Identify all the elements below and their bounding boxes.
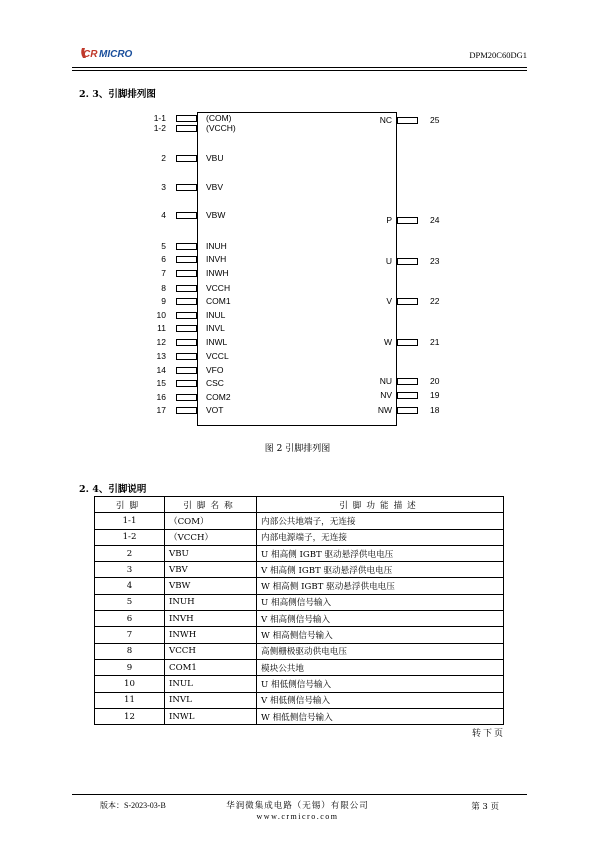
- pin-lead: [176, 353, 197, 360]
- table-row: [95, 594, 504, 610]
- pin-function-cell: 高侧栅极驱动供电电压: [257, 643, 504, 659]
- version-label: 版本：S-2023-03-B: [100, 801, 166, 810]
- pin-function-cell: 模块公共地: [257, 659, 504, 675]
- pin-number: 21: [430, 337, 440, 347]
- pin-number: 22: [430, 296, 440, 306]
- pin-name: VBV: [206, 182, 224, 192]
- column-header: 引脚名称: [165, 497, 257, 513]
- table-row: [95, 562, 504, 578]
- pin-function-cell: U 相高侧信号输入: [257, 594, 504, 610]
- pin-number-cell: 8: [95, 643, 165, 659]
- table-row: [95, 545, 504, 561]
- pin-number: 6: [161, 254, 166, 264]
- website-link[interactable]: www.crmicro.com: [256, 812, 339, 821]
- pin-function-cell: 内部电源端子，无连接: [257, 529, 504, 545]
- table-row: [95, 676, 504, 692]
- footer-rule: [72, 794, 527, 795]
- pin-number-cell: 1-1: [95, 513, 165, 529]
- section-title-pinout: 2. 3、引脚排列图: [79, 89, 156, 100]
- table-row: [95, 611, 504, 627]
- pin-name-cell: （VCCH）: [165, 529, 257, 545]
- pin-function-cell: 内部公共地端子，无连接: [257, 513, 504, 529]
- pin-name: COM2: [206, 392, 231, 402]
- section-title-pin-description: 2. 4、引脚说明: [79, 484, 147, 495]
- pin-number: 4: [161, 210, 166, 220]
- pin-name: VCCL: [206, 351, 229, 361]
- pin-name: VOT: [206, 405, 224, 415]
- pin-name: NV: [380, 390, 392, 400]
- pin-name: INUL: [206, 310, 226, 320]
- pin-lead: [176, 285, 197, 292]
- pin-lead: [176, 312, 197, 319]
- pin-number: 25: [430, 115, 440, 125]
- pin-number: 24: [430, 215, 440, 225]
- pin-number: 7: [161, 268, 166, 278]
- header-rule-thin: [72, 70, 527, 71]
- pin-lead: [397, 339, 418, 346]
- pin-number-cell: 3: [95, 562, 165, 578]
- table-row: [95, 692, 504, 708]
- pin-number-cell: 12: [95, 708, 165, 724]
- pin-name: (VCCH): [206, 123, 236, 133]
- header-rule: [72, 67, 527, 68]
- pin-number: 1-2: [153, 123, 166, 133]
- pin-name: U: [385, 256, 392, 266]
- pin-name: NW: [377, 405, 392, 415]
- table-row: [95, 659, 504, 675]
- pin-name-cell: VBU: [165, 545, 257, 561]
- table-row: [95, 529, 504, 545]
- pin-name: INWL: [206, 337, 228, 347]
- pin-number: 8: [161, 283, 166, 293]
- pin-lead: [397, 258, 418, 265]
- pin-lead: [176, 407, 197, 414]
- pin-name: (COM): [206, 113, 232, 123]
- figure-caption: 图 2 引脚排列图: [264, 444, 331, 454]
- pin-lead: [397, 392, 418, 399]
- company-name: 华润微集成电路（无锡）有限公司: [226, 801, 369, 811]
- pin-lead: [176, 367, 197, 374]
- pin-name: W: [383, 337, 392, 347]
- pin-number: 15: [156, 378, 166, 388]
- pin-function-cell: V 相高侧信号输入: [257, 611, 504, 627]
- pin-name: NU: [379, 376, 392, 386]
- pin-number: 5: [161, 241, 166, 251]
- pin-name: VBW: [206, 210, 226, 220]
- pin-name-cell: INUH: [165, 594, 257, 610]
- pin-name: VBU: [206, 153, 224, 163]
- pin-name-cell: INWL: [165, 708, 257, 724]
- pin-number-cell: 2: [95, 545, 165, 561]
- pin-number: 23: [430, 256, 440, 266]
- pin-name-cell: INWH: [165, 627, 257, 643]
- pin-number: 1-1: [153, 113, 166, 123]
- pin-number-cell: 5: [95, 594, 165, 610]
- pin-function-cell: U 相高侧 IGBT 驱动悬浮供电电压: [257, 545, 504, 561]
- pin-name: INWH: [206, 268, 229, 278]
- pin-name-cell: VBV: [165, 562, 257, 578]
- pin-number: 16: [156, 392, 166, 402]
- pin-name: VFO: [206, 365, 224, 375]
- pin-number: 11: [157, 323, 166, 333]
- pin-number-cell: 9: [95, 659, 165, 675]
- column-header: 引脚: [95, 497, 165, 513]
- pin-number: 9: [161, 296, 166, 306]
- pin-lead: [176, 325, 197, 332]
- pin-name-cell: VBW: [165, 578, 257, 594]
- pin-number: 13: [156, 351, 166, 361]
- pin-lead: [397, 378, 418, 385]
- pin-name-cell: COM1: [165, 659, 257, 675]
- pin-name-cell: INVH: [165, 611, 257, 627]
- pin-lead: [176, 380, 197, 387]
- table-row: [95, 708, 504, 724]
- pin-function-cell: W 相低侧信号输入: [257, 708, 504, 724]
- page-number: 第 3 页: [471, 802, 499, 812]
- pin-number-cell: 6: [95, 611, 165, 627]
- pin-description-table: [94, 496, 504, 725]
- continued-note: 转下页: [471, 729, 505, 739]
- pin-name: V: [386, 296, 392, 306]
- pin-lead: [397, 407, 418, 414]
- pin-lead: [397, 298, 418, 305]
- table-header-row: [95, 497, 504, 513]
- document-number: DPM20C60DG1: [469, 50, 527, 60]
- pin-function-cell: V 相高侧 IGBT 驱动悬浮供电电压: [257, 562, 504, 578]
- table-row: [95, 513, 504, 529]
- pin-lead: [176, 125, 197, 132]
- pin-number: 12: [156, 337, 166, 347]
- pin-number: 18: [430, 405, 440, 415]
- svg-text:MICRO: MICRO: [99, 49, 133, 60]
- pin-number: 19: [430, 390, 440, 400]
- pin-lead: [176, 394, 197, 401]
- pin-number-cell: 4: [95, 578, 165, 594]
- pin-lead: [176, 184, 197, 191]
- pin-name: INVL: [206, 323, 225, 333]
- pin-name-cell: VCCH: [165, 643, 257, 659]
- pin-number: 20: [430, 376, 440, 386]
- table-row: [95, 643, 504, 659]
- pin-lead: [176, 212, 197, 219]
- pin-lead: [176, 243, 197, 250]
- pin-name: P: [386, 215, 392, 225]
- pin-lead: [176, 298, 197, 305]
- pin-lead: [176, 115, 197, 122]
- pin-name: NC: [379, 115, 392, 125]
- pin-name-cell: INUL: [165, 676, 257, 692]
- pin-lead: [176, 339, 197, 346]
- pin-lead: [397, 117, 418, 124]
- pin-name: INVH: [206, 254, 227, 264]
- table-row: [95, 578, 504, 594]
- pin-number-cell: 1-2: [95, 529, 165, 545]
- pin-lead: [176, 256, 197, 263]
- pin-function-cell: W 相高侧信号输入: [257, 627, 504, 643]
- pin-number: 17: [156, 405, 166, 415]
- pin-function-cell: U 相低侧信号输入: [257, 676, 504, 692]
- pin-number-cell: 11: [95, 692, 165, 708]
- pin-name: CSC: [206, 378, 224, 388]
- pin-number: 2: [161, 153, 166, 163]
- pin-lead: [176, 155, 197, 162]
- pin-number: 10: [156, 310, 166, 320]
- pin-number: 14: [156, 365, 166, 375]
- svg-text:CR: CR: [83, 49, 98, 60]
- pin-name-cell: INVL: [165, 692, 257, 708]
- column-header: 引脚功能描述: [257, 497, 504, 513]
- pin-name-cell: （COM）: [165, 513, 257, 529]
- pin-number: 3: [161, 182, 166, 192]
- pin-number-cell: 7: [95, 627, 165, 643]
- pin-function-cell: W 相高侧 IGBT 驱动悬浮供电电压: [257, 578, 504, 594]
- table-row: [95, 627, 504, 643]
- company-logo: [80, 45, 144, 61]
- pin-lead: [176, 270, 197, 277]
- pin-name: VCCH: [206, 283, 231, 293]
- pin-number-cell: 10: [95, 676, 165, 692]
- pin-name: INUH: [206, 241, 227, 251]
- pin-name: COM1: [206, 296, 231, 306]
- pin-function-cell: V 相低侧信号输入: [257, 692, 504, 708]
- pin-lead: [397, 217, 418, 224]
